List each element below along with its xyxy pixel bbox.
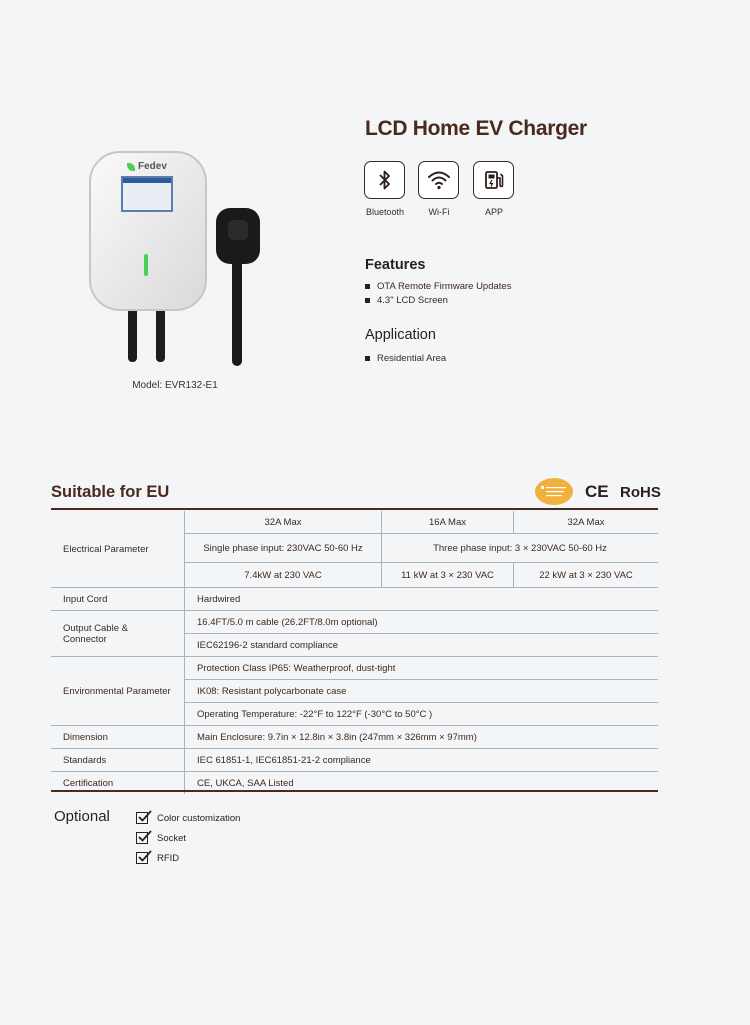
list-item: Residential Area [365,353,446,364]
table-row: IK08: Resistant polycarbonate case [51,680,658,703]
list-item: RFID [136,852,179,864]
table-row: Input Cord Hardwired [51,588,658,611]
checkbox-checked-icon [136,812,148,824]
table-bottom-rule [51,790,658,792]
feature-icon-bluetooth [364,161,405,199]
app-label: APP [484,207,503,217]
wifi-label: Wi-Fi [428,207,450,217]
table-row: Environmental Parameter Protection Class IP65: Weatherproof, dust-tight [51,657,658,680]
bluetooth-label: Bluetooth [365,207,405,217]
table-row: Operating Temperature: -22°F to 122°F (-30°C to 50°C ) [51,703,658,726]
application-heading: Application [365,327,436,343]
table-row: Single phase input: 230VAC 50-60 Hz Three phase input: 3 × 230VAC 50-60 Hz [51,534,658,563]
feature-icon-wifi [418,161,459,199]
spec-heading: Suitable for EU [51,483,170,501]
list-item: Color customization [136,812,240,824]
table-row: Output Cable & Connector 16.4FT/5.0 m cable (26.2FT/8.0m optional) [51,611,658,634]
optional-heading: Optional [54,808,110,825]
list-item: Socket [136,832,186,844]
table-row: Electrical Parameter 32A Max 16A Max 32A Max [51,511,658,534]
table-row: Standards IEC 61851-1, IEC61851-21-2 compliance [51,749,658,772]
list-item: OTA Remote Firmware Updates [365,281,511,292]
row-label: Electrical Parameter [51,511,185,588]
table-top-rule [51,508,658,510]
page-title: LCD Home EV Charger [365,117,587,140]
features-heading: Features [365,257,426,273]
checkbox-checked-icon [136,852,148,864]
spec-table [51,511,658,794]
bullet-icon [365,284,370,289]
bullet-icon [365,298,370,303]
bullet-icon [365,356,370,361]
model-label: Model: EVR132-E1 [132,380,218,391]
bluetooth-icon [364,161,405,199]
app-fuel-icon [473,161,514,199]
brand-logo: Fedev [127,161,167,172]
wifi-icon [418,161,459,199]
ce-mark: CE [585,482,609,501]
rohs-mark: RoHS [620,484,661,501]
checkbox-checked-icon [136,832,148,844]
table-row: Dimension Main Enclosure: 9.7in × 12.8in × 3.8in (247mm × 326mm × 97mm) [51,726,658,749]
list-item: 4.3" LCD Screen [365,295,448,306]
leaf-icon [127,163,135,171]
table-row: 7.4kW at 230 VAC 11 kW at 3 × 230 VAC 22 kW at 3 × 230 VAC [51,563,658,588]
feature-icon-app [473,161,514,199]
table-row: Certification CE, UKCA, SAA Listed [51,772,658,795]
charger-image [88,150,268,370]
ocpp-badge-icon [535,478,573,505]
table-row: IEC62196-2 standard compliance [51,634,658,657]
